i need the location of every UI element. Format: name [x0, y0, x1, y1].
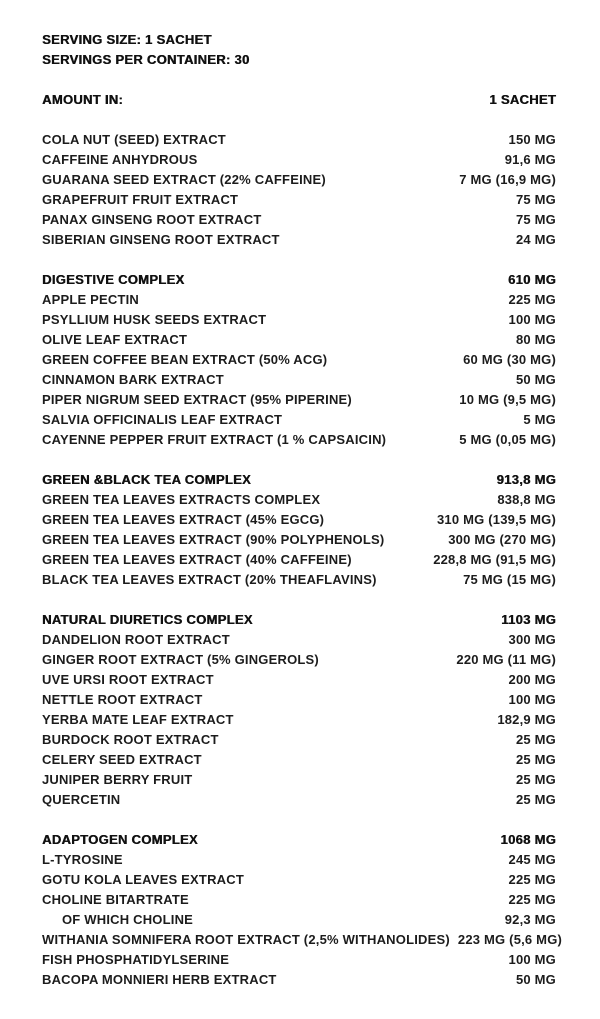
ingredient-name: BLACK TEA LEAVES EXTRACT (20% THEAFLAVINS) — [42, 572, 377, 587]
ingredient-amount: 75 MG — [515, 212, 556, 227]
ingredient-section — [42, 610, 556, 810]
ingredient-amount: 200 MG — [508, 672, 556, 687]
ingredient-amount: 50 MG — [515, 972, 556, 987]
ingredient-amount: 300 MG (270 MG) — [448, 532, 556, 547]
section-header-row — [42, 830, 556, 850]
ingredient-amount: 228,8 MG (91,5 MG) — [433, 552, 556, 567]
ingredient-amount: 25 MG — [515, 752, 556, 767]
ingredient-row — [42, 190, 556, 210]
ingredient-name: BACOPA MONNIERI HERB EXTRACT — [42, 972, 277, 987]
ingredient-name: GOTU KOLA LEAVES EXTRACT — [42, 872, 244, 887]
serving-info — [42, 30, 556, 70]
serving-size-text: SERVING SIZE: 1 SACHET — [42, 32, 212, 47]
ingredient-row — [42, 870, 556, 890]
section-header-row — [42, 270, 556, 290]
ingredient-amount: 60 MG (30 MG) — [463, 352, 556, 367]
ingredient-row — [42, 910, 556, 930]
ingredient-row — [42, 330, 556, 350]
ingredient-name: WITHANIA SOMNIFERA ROOT EXTRACT (2,5% WITHANOLIDES) — [42, 932, 450, 947]
ingredient-name: NETTLE ROOT EXTRACT — [42, 692, 203, 707]
section-header-row — [42, 610, 556, 630]
ingredient-amount: 300 MG — [508, 632, 556, 647]
ingredient-name: PANAX GINSENG ROOT EXTRACT — [42, 212, 262, 227]
amount-in-label: AMOUNT IN: — [42, 92, 123, 107]
ingredient-row — [42, 310, 556, 330]
ingredient-amount: 245 MG — [508, 852, 556, 867]
ingredient-amount: 310 MG (139,5 MG) — [437, 512, 556, 527]
ingredient-amount: 25 MG — [515, 732, 556, 747]
amount-in-header-row — [42, 90, 556, 110]
ingredient-name: NATURAL DIURETICS COMPLEX — [42, 612, 253, 627]
ingredient-row — [42, 210, 556, 230]
ingredient-row — [42, 550, 556, 570]
ingredient-name: CINNAMON BARK EXTRACT — [42, 372, 224, 387]
ingredient-name: GREEN COFFEE BEAN EXTRACT (50% ACG) — [42, 352, 328, 367]
ingredient-row — [42, 930, 563, 950]
ingredient-name: SIBERIAN GINSENG ROOT EXTRACT — [42, 232, 280, 247]
ingredient-row — [42, 430, 556, 450]
ingredient-amount: 100 MG — [508, 692, 556, 707]
ingredient-name: PSYLLIUM HUSK SEEDS EXTRACT — [42, 312, 267, 327]
ingredient-amount: 91,6 MG — [504, 152, 556, 167]
ingredient-amount: 182,9 MG — [497, 712, 556, 727]
ingredient-row — [42, 630, 556, 650]
ingredient-name: GRAPEFRUIT FRUIT EXTRACT — [42, 192, 239, 207]
ingredient-name: BURDOCK ROOT EXTRACT — [42, 732, 219, 747]
ingredient-section — [42, 270, 556, 450]
ingredient-name: OLIVE LEAF EXTRACT — [42, 332, 188, 347]
servings-per-container-text: SERVINGS PER CONTAINER: 30 — [42, 52, 250, 67]
ingredient-row — [42, 690, 556, 710]
ingredient-row — [42, 490, 556, 510]
ingredient-name: DANDELION ROOT EXTRACT — [42, 632, 230, 647]
section-header-row — [42, 470, 556, 490]
ingredient-amount: 610 MG — [507, 272, 556, 287]
ingredient-amount: 220 MG (11 MG) — [456, 652, 556, 667]
ingredient-name: CAFFEINE ANHYDROUS — [42, 152, 198, 167]
ingredient-name: L-TYROSINE — [42, 852, 123, 867]
ingredient-row — [42, 970, 556, 990]
servings-per-container-line — [42, 50, 556, 70]
ingredient-row — [42, 510, 556, 530]
ingredient-amount: 1068 MG — [500, 832, 556, 847]
ingredient-row — [42, 370, 556, 390]
ingredient-amount: 150 MG — [508, 132, 556, 147]
ingredient-name: ADAPTOGEN COMPLEX — [42, 832, 198, 847]
ingredient-amount: 225 MG — [508, 292, 556, 307]
ingredient-name: OF WHICH CHOLINE — [62, 912, 194, 927]
ingredient-row — [42, 170, 556, 190]
ingredient-amount: 10 MG (9,5 MG) — [459, 392, 556, 407]
ingredient-amount: 24 MG — [515, 232, 556, 247]
ingredient-row — [42, 950, 556, 970]
ingredient-name: GREEN &BLACK TEA COMPLEX — [42, 472, 251, 487]
ingredient-name: JUNIPER BERRY FRUIT — [42, 772, 193, 787]
ingredient-amount: 5 MG (0,05 MG) — [459, 432, 556, 447]
ingredient-table — [42, 130, 563, 990]
ingredient-amount: 25 MG — [515, 772, 556, 787]
ingredient-name: CAYENNE PEPPER FRUIT EXTRACT (1 % CAPSAICIN) — [42, 432, 387, 447]
ingredient-amount: 7 MG (16,9 MG) — [459, 172, 556, 187]
ingredient-amount: 225 MG — [508, 892, 556, 907]
ingredient-amount: 1103 MG — [501, 612, 556, 627]
ingredient-name: UVE URSI ROOT EXTRACT — [42, 672, 214, 687]
ingredient-amount: 838,8 MG — [497, 492, 556, 507]
ingredient-row — [42, 570, 556, 590]
ingredient-row — [42, 410, 556, 430]
ingredient-name: GREEN TEA LEAVES EXTRACT (40% CAFFEINE) — [42, 552, 352, 567]
ingredient-row — [42, 670, 556, 690]
ingredient-name: GREEN TEA LEAVES EXTRACT (90% POLYPHENOLS) — [42, 532, 385, 547]
ingredient-name: PIPER NIGRUM SEED EXTRACT (95% PIPERINE) — [42, 392, 352, 407]
ingredient-row — [42, 850, 556, 870]
ingredient-name: YERBA MATE LEAF EXTRACT — [42, 712, 234, 727]
ingredient-row — [42, 750, 556, 770]
ingredient-amount: 92,3 MG — [504, 912, 556, 927]
ingredient-name: GUARANA SEED EXTRACT (22% CAFFEINE) — [42, 172, 326, 187]
ingredient-row — [42, 390, 556, 410]
ingredient-row — [42, 770, 556, 790]
ingredient-amount: 100 MG — [508, 952, 556, 967]
ingredient-row — [42, 350, 556, 370]
ingredient-amount: 225 MG — [508, 872, 556, 887]
ingredient-name: QUERCETIN — [42, 792, 121, 807]
ingredient-row — [42, 290, 556, 310]
ingredient-amount: 75 MG (15 MG) — [463, 572, 556, 587]
ingredient-section — [42, 130, 556, 250]
serving-size-line — [42, 30, 556, 50]
ingredient-name: APPLE PECTIN — [42, 292, 140, 307]
ingredient-name: GREEN TEA LEAVES EXTRACT (45% EGCG) — [42, 512, 325, 527]
ingredient-section — [42, 470, 556, 590]
ingredient-section — [42, 830, 563, 990]
ingredient-row — [42, 730, 556, 750]
ingredient-amount: 913,8 MG — [496, 472, 556, 487]
ingredient-amount: 80 MG — [515, 332, 556, 347]
amount-in-value: 1 SACHET — [489, 92, 556, 107]
ingredient-name: COLA NUT (SEED) EXTRACT — [42, 132, 226, 147]
ingredient-row — [42, 130, 556, 150]
ingredient-name: SALVIA OFFICINALIS LEAF EXTRACT — [42, 412, 283, 427]
ingredient-row — [42, 790, 556, 810]
ingredient-row — [42, 230, 556, 250]
ingredient-name: GINGER ROOT EXTRACT (5% GINGEROLS) — [42, 652, 319, 667]
ingredient-amount: 75 MG — [515, 192, 556, 207]
ingredient-amount: 25 MG — [515, 792, 556, 807]
ingredient-row — [42, 890, 556, 910]
ingredient-amount: 50 MG — [515, 372, 556, 387]
ingredient-name: CHOLINE BITARTRATE — [42, 892, 189, 907]
ingredient-amount: 5 MG — [523, 412, 556, 427]
ingredient-name: GREEN TEA LEAVES EXTRACTS COMPLEX — [42, 492, 321, 507]
ingredient-row — [42, 530, 556, 550]
ingredient-amount: 223 MG (5,6 MG) — [457, 932, 563, 947]
ingredient-row — [42, 150, 556, 170]
ingredient-name: CELERY SEED EXTRACT — [42, 752, 202, 767]
ingredient-row — [42, 650, 556, 670]
ingredient-amount: 100 MG — [508, 312, 556, 327]
ingredient-name: FISH PHOSPHATIDYLSERINE — [42, 952, 230, 967]
ingredient-name: DIGESTIVE COMPLEX — [42, 272, 185, 287]
ingredient-row — [42, 710, 556, 730]
